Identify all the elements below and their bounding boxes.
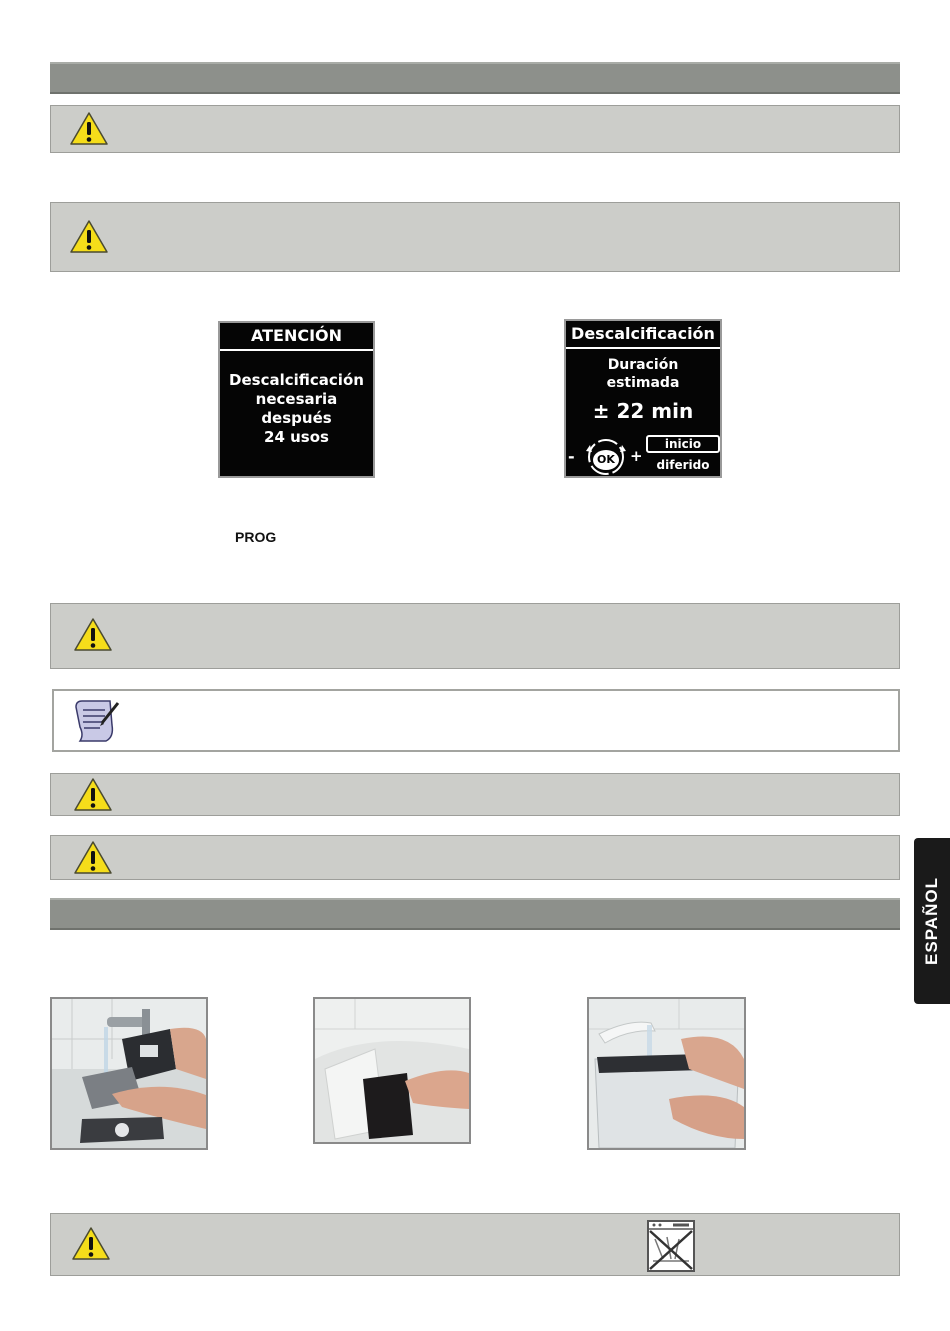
minus-label: - [568, 447, 575, 466]
photo-filling-tank-image [589, 999, 744, 1148]
warning-icon [69, 219, 109, 255]
duration-line: Duración [607, 357, 679, 373]
section-header-bar [50, 62, 900, 94]
note-box [52, 689, 900, 752]
language-tab-label: ESPAÑOL [922, 877, 941, 965]
warning-box [50, 835, 900, 880]
ok-label: OK [597, 453, 615, 466]
attention-display-message [220, 371, 373, 447]
no-dishwasher-icon [645, 1219, 697, 1273]
attention-line: necesaria [255, 390, 338, 408]
warning-icon [71, 1226, 111, 1262]
duration-value: ± 22 min [592, 399, 694, 423]
delayed-start-label: diferido [656, 458, 710, 472]
photo-inserting-filter-image [315, 999, 469, 1142]
attention-line: después [261, 409, 332, 427]
prog-label: PROG [235, 529, 277, 545]
photo-inserting-filter [313, 997, 471, 1144]
delayed-start-box: inicio [646, 435, 720, 453]
language-tab [914, 838, 950, 1004]
attention-display [218, 321, 375, 478]
warning-box [50, 202, 900, 272]
warning-box [50, 1213, 900, 1276]
duration-line: estimada [606, 375, 680, 391]
ok-dial [568, 433, 644, 477]
photo-rinsing-parts-image [52, 999, 206, 1148]
attention-display-title: ATENCIÓN [220, 323, 373, 351]
duration-caption [566, 356, 720, 392]
photo-rinsing-parts [50, 997, 208, 1150]
warning-icon [73, 777, 113, 813]
attention-line: Descalcificación [229, 371, 364, 389]
descaling-display-title: Descalcificación [566, 321, 720, 349]
warning-box [50, 105, 900, 153]
warning-box [50, 773, 900, 816]
warning-box [50, 603, 900, 669]
warning-icon [73, 617, 113, 653]
section-header-bar [50, 898, 900, 930]
descaling-display [564, 319, 722, 478]
note-icon [72, 697, 122, 745]
attention-line: 24 usos [264, 428, 329, 446]
warning-icon [73, 840, 113, 876]
plus-label: + [630, 447, 643, 465]
photo-filling-tank [587, 997, 746, 1150]
warning-icon [69, 111, 109, 147]
